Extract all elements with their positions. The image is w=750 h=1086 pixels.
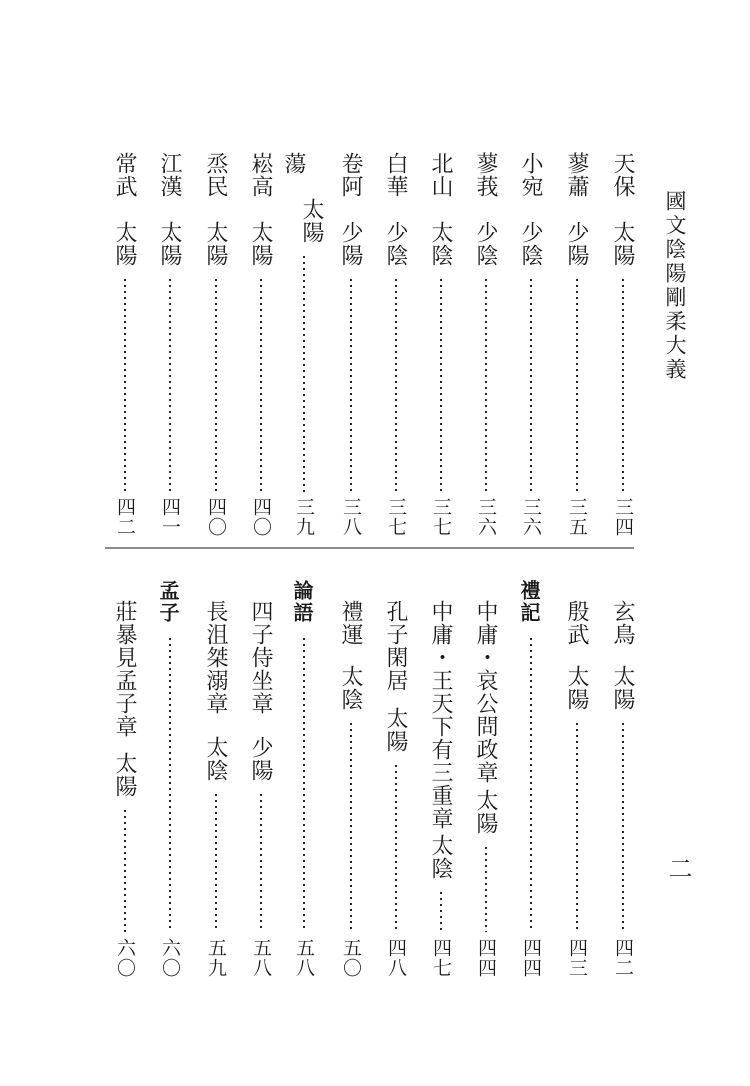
leader-dots: [622, 721, 624, 932]
leader-dots: [350, 277, 352, 492]
toc-entry-classification: 太陽: [203, 221, 228, 267]
toc-entry-classification: 少陰: [473, 221, 498, 267]
toc-entry-classification: 太陽: [610, 221, 635, 267]
toc-entry-classification: 少陽: [564, 221, 589, 267]
toc-entry-title: 江漢: [157, 152, 182, 198]
leader-dots: [124, 277, 126, 492]
toc-entry-page: 四四: [475, 938, 497, 978]
section-heading: 論語: [290, 580, 314, 624]
leader-dots: [530, 277, 532, 492]
leader-dots: [124, 808, 126, 932]
toc-entry-classification: 少陽: [248, 736, 273, 782]
leader-dots: [576, 277, 578, 492]
toc-entry-page: 三七: [430, 497, 452, 537]
toc-entry-page: 三八: [340, 497, 362, 537]
toc-entry-title: 卷阿: [338, 152, 363, 198]
toc-entry-classification: 少陽: [338, 221, 363, 267]
toc-entry-classification: 少陰: [518, 221, 543, 267]
toc-entry-page: 四七: [430, 938, 452, 978]
toc-entry-classification: 太陰: [428, 834, 453, 880]
toc-entry-title: 長沮桀溺章: [203, 600, 228, 715]
toc-entry-page: 四四: [520, 938, 542, 978]
toc-entry-classification: 太陽: [248, 221, 273, 267]
toc-entry-title: 殷武: [564, 600, 589, 646]
toc-entry-title: 四子侍坐章: [248, 600, 273, 715]
toc-entry-page: 三四: [612, 497, 634, 537]
leader-dots: [169, 636, 171, 932]
toc-entry-page: 四一: [159, 497, 181, 537]
leader-dots: [485, 845, 487, 932]
leader-dots: [440, 890, 442, 932]
toc-entry-classification: 太陽: [473, 789, 498, 835]
leader-dots: [440, 277, 442, 492]
toc-entry-title: 莊暴見孟子章: [112, 600, 137, 738]
toc-entry-page: 五〇: [340, 938, 362, 978]
toc-entry-page: 三九: [293, 497, 315, 537]
toc-entry-page: 三七: [385, 497, 407, 537]
toc-entry-classification: 太陽: [383, 707, 408, 753]
leader-dots: [530, 636, 532, 932]
toc-entry-page: 四三: [566, 938, 588, 978]
leader-dots: [395, 277, 397, 492]
toc-entry-title: 天保: [610, 152, 635, 198]
leader-dots: [260, 792, 262, 932]
toc-entry-title: 蕩: [281, 152, 306, 175]
leader-dots: [576, 721, 578, 932]
toc-entry-classification: 太陽: [564, 665, 589, 711]
toc-entry-page: 六〇: [159, 938, 181, 978]
toc-entry-page: 四〇: [205, 497, 227, 537]
leader-dots: [303, 636, 305, 932]
toc-entry-page: 三六: [520, 497, 542, 537]
toc-entry-title: 烝民: [203, 152, 228, 198]
leader-dots: [303, 254, 305, 492]
toc-entry-classification: 太陰: [203, 736, 228, 782]
toc-entry-page: 五八: [293, 938, 315, 978]
toc-entry-title: 白華: [383, 152, 408, 198]
toc-entry-classification: 太陰: [428, 221, 453, 267]
toc-entry-title: 蓼蕭: [564, 152, 589, 198]
toc-entry-page: 五八: [250, 938, 272, 978]
page-number: 二: [664, 856, 692, 880]
leader-dots: [169, 277, 171, 492]
toc-entry-page: 六〇: [114, 938, 136, 978]
toc-entry-classification: 太陽: [299, 198, 324, 244]
toc-entry-page: 四八: [385, 938, 407, 978]
toc-entry-page: 四〇: [250, 497, 272, 537]
toc-entry-title: 北山: [428, 152, 453, 198]
leader-dots: [215, 792, 217, 932]
toc-entry-title: 常武: [112, 152, 137, 198]
toc-entry-title: 中庸・王天下有三重章: [428, 600, 453, 830]
leader-dots: [350, 721, 352, 932]
toc-entry-title: 蓼莪: [473, 152, 498, 198]
leader-dots: [622, 277, 624, 492]
toc-entry-title: 中庸・哀公問政章: [473, 600, 498, 784]
toc-entry-title: 禮運: [338, 600, 363, 646]
toc-entry-page: 四二: [612, 938, 634, 978]
toc-entry-classification: 太陽: [112, 221, 137, 267]
leader-dots: [395, 763, 397, 932]
toc-entry-page: 五九: [205, 938, 227, 978]
toc-entry-classification: 少陰: [383, 221, 408, 267]
toc-entry-page: 四二: [114, 497, 136, 537]
leader-dots: [260, 277, 262, 492]
section-heading: 禮記: [517, 580, 541, 624]
toc-entry-page: 三五: [566, 497, 588, 537]
leader-dots: [215, 277, 217, 492]
toc-entry-page: 三六: [475, 497, 497, 537]
toc-entry-classification: 太陽: [610, 665, 635, 711]
toc-entry-classification: 太陰: [338, 665, 363, 711]
toc-entry-title: 孔子閑居: [383, 600, 408, 692]
toc-entry-title: 崧高: [248, 152, 273, 198]
toc-entry-classification: 太陽: [112, 752, 137, 798]
section-divider: [105, 547, 634, 549]
toc-entry-title: 玄鳥: [610, 600, 635, 646]
toc-entry-classification: 太陽: [157, 221, 182, 267]
toc-entry-title: 小宛: [518, 152, 543, 198]
leader-dots: [485, 277, 487, 492]
running-header: 國文陰陽剛柔大義: [663, 190, 687, 382]
section-heading: 孟子: [156, 580, 180, 624]
